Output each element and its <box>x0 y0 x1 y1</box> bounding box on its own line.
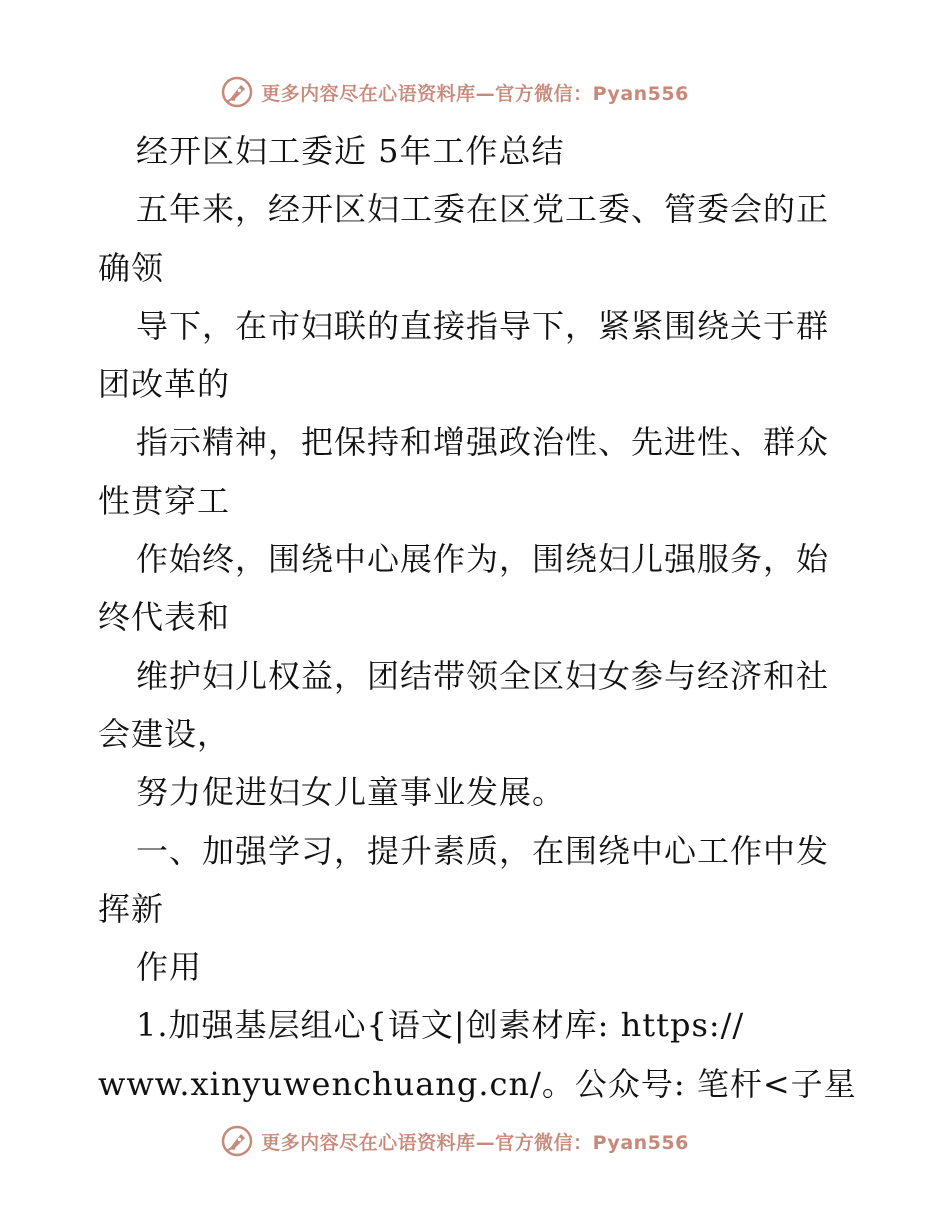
footer-watermark-banner <box>0 1121 950 1161</box>
document-title: 经开区妇工委近 5年工作总结 <box>136 132 565 170</box>
pen-nib-logo-icon <box>221 76 253 108</box>
section-heading-line: 作用 <box>136 948 203 987</box>
paragraph-line: 团改革的 <box>98 365 231 404</box>
paragraph-line: 五年来，经开区妇工委在区党工委、管委会的正 <box>136 190 830 229</box>
banner-text: 更多内容尽在心语资料库—官方微信：Pyan556 <box>261 82 689 105</box>
paragraph-line: 终代表和 <box>98 598 231 637</box>
paragraph-line: 导下，在市妇联的直接指导下，紧紧围绕关于群 <box>136 306 830 345</box>
paragraph-line: 作始终，围绕中心展作为，围绕妇儿强服务，始 <box>136 540 830 579</box>
banner-text: 更多内容尽在心语资料库—官方微信：Pyan556 <box>261 1131 689 1154</box>
section-heading-line: 挥新 <box>98 889 165 928</box>
header-watermark-banner <box>0 72 950 112</box>
section-heading-line: 一、加强学习，提升素质，在围绕中心工作中发 <box>136 831 830 870</box>
paragraph-line: 努力促进妇女儿童事业发展。 <box>136 773 566 812</box>
paragraph-line: 1.加强基层组心{语文|创素材库: https:// <box>136 1006 745 1045</box>
paragraph-line: 指示精神，把保持和增强政治性、先进性、群众 <box>136 423 830 462</box>
paragraph-line: 确领 <box>98 248 165 287</box>
document-body <box>98 122 858 1113</box>
pen-nib-logo-icon <box>221 1125 253 1157</box>
paragraph-line: 维护妇儿权益，团结带领全区妇女参与经济和社 <box>136 656 830 695</box>
paragraph-line: 会建设， <box>98 714 231 753</box>
paragraph-line: 性贯穿工 <box>98 481 231 520</box>
paragraph-line: www.xinyuwenchuang.cn/。公众号: 笔杆<子星 <box>98 1064 857 1103</box>
